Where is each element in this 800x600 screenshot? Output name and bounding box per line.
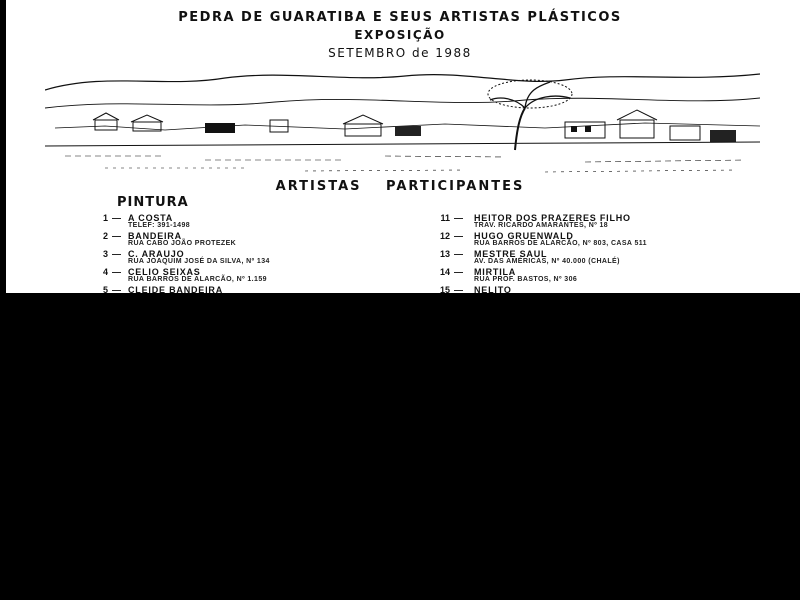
- artist-address: RUA PROF. BASTOS, Nº 306: [474, 276, 578, 283]
- artist-entry: [84, 249, 424, 267]
- exhibition-title: PEDRA DE GUARATIBA E SEUS ARTISTAS PLÁSTICOS: [178, 10, 622, 25]
- section-title: ARTISTAS PARTICIPANTES: [275, 179, 525, 194]
- artist-address: RUA CABO JOÃO PROTEZEK: [128, 240, 237, 247]
- artist-address: RUA JOAQUIM JOSÉ DA SILVA, Nº 134: [128, 258, 270, 265]
- document-page: [0, 0, 800, 293]
- entry-dash: —: [454, 285, 463, 293]
- exhibition-subtitle: EXPOSIÇÃO: [354, 28, 446, 42]
- artist-entry: [84, 213, 424, 231]
- entry-dash: —: [112, 231, 121, 241]
- artist-entry: [438, 213, 778, 231]
- artist-name: CLEIDE BANDEIRA: [128, 285, 224, 293]
- artist-address: AV. DAS AMÉRICAS, Nº 40.000 (CHALÉ): [474, 258, 620, 265]
- entry-dash: —: [454, 231, 463, 241]
- artist-name: HUGO GRUENWALD: [474, 231, 574, 241]
- entry-dash: —: [454, 249, 463, 259]
- artist-name: NELITO: [474, 285, 512, 293]
- artist-name: A COSTA: [128, 213, 174, 223]
- artist-number: 14: [439, 267, 450, 277]
- scan-edge: [0, 0, 6, 293]
- artist-name: HEITOR DOS PRAZERES FILHO: [474, 213, 631, 223]
- artist-list-right: [438, 213, 778, 293]
- artist-number: 3: [102, 249, 108, 259]
- artist-entry: [438, 249, 778, 267]
- entry-dash: —: [112, 267, 121, 277]
- artist-entry: [438, 267, 778, 285]
- artist-entry: [438, 231, 778, 249]
- entry-dash: —: [454, 267, 463, 277]
- entry-dash: —: [112, 249, 121, 259]
- artist-name: MIRTILA: [474, 267, 517, 277]
- artist-entry: [438, 285, 778, 293]
- artist-number: 15: [439, 285, 450, 293]
- artist-number: 11: [440, 213, 450, 223]
- artist-name: CELIO SEIXAS: [128, 267, 201, 277]
- artist-address: TRAV. RICARDO AMARANTES, Nº 18: [474, 222, 609, 229]
- exhibition-date: SETEMBRO de 1988: [328, 46, 472, 60]
- village-landscape-illustration: [45, 68, 760, 176]
- category-heading: PINTURA: [117, 195, 189, 210]
- artist-entry: [84, 285, 424, 293]
- artist-list-left: [84, 213, 424, 293]
- artist-entry: [84, 267, 424, 285]
- artist-number: 5: [102, 285, 108, 293]
- artist-name: MESTRE SAUL: [474, 249, 548, 259]
- entry-dash: —: [454, 213, 463, 223]
- artist-address: RUA BARROS DE ALARCÃO, Nº 1.159: [128, 276, 267, 283]
- entry-dash: —: [112, 285, 121, 293]
- artist-name: BANDEIRA: [128, 231, 182, 241]
- artist-number: 12: [439, 231, 450, 241]
- artist-number: 1: [102, 213, 108, 223]
- artist-number: 2: [102, 231, 108, 241]
- artist-number: 4: [102, 267, 108, 277]
- artist-name: C. ARAUJO: [128, 249, 185, 259]
- artist-address: TELEF: 391-1498: [128, 222, 191, 229]
- entry-dash: —: [112, 213, 121, 223]
- artist-number: 13: [439, 249, 450, 259]
- artist-address: RUA BARROS DE ALARCÃO, Nº 803, CASA 511: [474, 240, 647, 247]
- artist-entry: [84, 231, 424, 249]
